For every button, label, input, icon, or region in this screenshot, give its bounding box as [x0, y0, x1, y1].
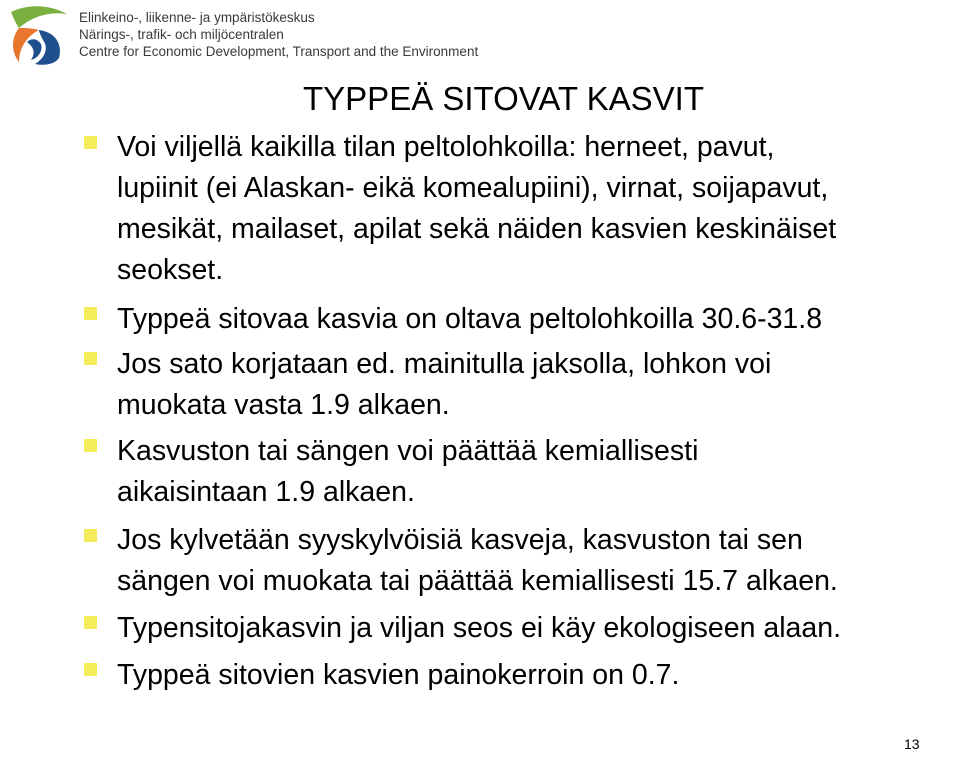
square-bullet-icon: [84, 616, 97, 629]
org-name-finnish: Elinkeino-, liikenne- ja ympäristökeskus: [79, 10, 315, 25]
bullet-text-line: aikaisintaan 1.9 alkaen.: [117, 476, 415, 508]
slide-title: TYPPEÄ SITOVAT KASVIT: [303, 80, 705, 117]
bullet-text-line: sängen voi muokata tai päättää kemiallisesti 15.7 alkaen.: [117, 565, 838, 597]
bullet-text-line: Typpeä sitovien kasvien painokerroin on 0.7.: [117, 659, 680, 691]
bullet-text-line: lupiinit (ei Alaskan- eikä komealupiini), virnat, soijapavut,: [117, 172, 829, 204]
page-number: 13: [904, 736, 920, 752]
square-bullet-icon: [84, 439, 97, 452]
bullet-text-line: Typpeä sitovaa kasvia on oltava peltolohkoilla 30.6-31.8: [117, 303, 823, 335]
org-name-english: Centre for Economic Development, Transport and the Environment: [79, 44, 479, 59]
bullet-text-line: Voi viljellä kaikilla tilan peltolohkoilla: herneet, pavut,: [117, 131, 775, 163]
org-name-swedish: Närings-, trafik- och miljöcentralen: [79, 27, 284, 42]
square-bullet-icon: [84, 663, 97, 676]
bullet-text-line: Typensitojakasvin ja viljan seos ei käy ekologiseen alaan.: [117, 612, 842, 644]
bullet-text-line: muokata vasta 1.9 alkaen.: [117, 389, 450, 421]
bullet-text-line: seokset.: [117, 254, 224, 286]
square-bullet-icon: [84, 352, 97, 365]
square-bullet-icon: [84, 307, 97, 320]
bullet-text-line: mesikät, mailaset, apilat sekä näiden kasvien keskinäiset: [117, 213, 837, 245]
bullet-text-line: Jos sato korjataan ed. mainitulla jaksolla, lohkon voi: [117, 348, 772, 380]
square-bullet-icon: [84, 136, 97, 149]
bullet-text-line: Jos kylvetään syyskylvöisiä kasveja, kasvuston tai sen: [117, 524, 803, 556]
square-bullet-icon: [84, 529, 97, 542]
bullet-text-line: Kasvuston tai sängen voi päättää kemiallisesti: [117, 435, 699, 467]
